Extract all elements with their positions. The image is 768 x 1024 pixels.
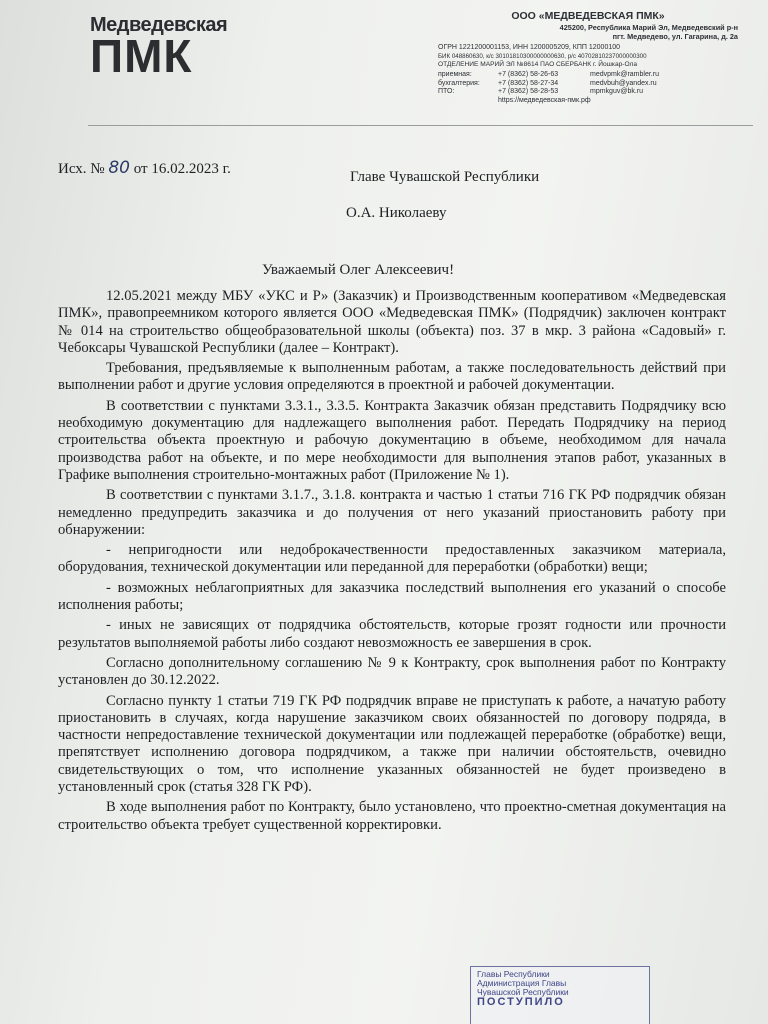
contact-label: приемная: <box>438 70 472 78</box>
paragraph: Согласно дополнительному соглашению № 9 к Контракту, срок выполнения работ по Контракту установлен до 30.12.2022. <box>58 654 726 689</box>
contact-phone: +7 (8362) 58-28-53 <box>498 88 559 96</box>
letterhead-address-2: пгт. Медведево, ул. Гагарина, д. 2а <box>612 31 738 41</box>
paragraph: В соответствии с пунктами 3.3.1., 3.3.5. Контракта Заказчик обязан представить Подрядчику всю необходимую документацию для надлежащего выполнения работ. Передать Подрядчику на период строительства объекта проектную и рабочую документацию в объеме, необходимом для начала производства работ на объекте, и по мере необходимости для выполнения этапов работ, указанных в Графике выполнения строительно-монтажных работ (Приложение № 1). <box>58 397 726 483</box>
header-divider <box>88 125 753 126</box>
contact-phone: +7 (8362) 58-27-34 <box>498 79 559 87</box>
paragraph: В соответствии с пунктами 3.1.7., 3.1.8. контракта и частью 1 статьи 716 ГК РФ подрядчик обязан немедленно предупредить заказчика и до получения от него указаний приостановить работу при обнаружении: <box>58 487 726 538</box>
addressee-title: Главе Чувашской Республики <box>350 169 540 185</box>
paragraph: Требования, предъявляемые к выполненным работам, а также последовательность действий при выполнении работ и другие условия определяются в проектной и рабочей документации. <box>58 360 726 394</box>
contact-phone: +7 (8362) 58-26-63 <box>498 70 559 78</box>
letterhead-website[interactable]: https://медведевская-пмк.рф <box>498 96 591 104</box>
paragraph: В ходе выполнения работ по Контракту, было установлено, что проектно-сметная документация на строительство объекта требует существенной корректировки. <box>58 799 726 833</box>
stamp-line: Администрация Главы <box>477 978 567 988</box>
letterhead-ids: ОГРН 1221200001153, ИНН 1200005209, КПП 12000100 <box>438 44 621 52</box>
contact-email[interactable]: medvbuh@yandex.ru <box>590 79 657 87</box>
contact-email[interactable]: mpmkguv@bk.ru <box>590 88 644 96</box>
contact-label: бухгалтерия: <box>438 79 480 87</box>
outgoing-date: от 16.02.2023 г. <box>133 161 231 177</box>
receipt-stamp <box>470 966 650 1024</box>
list-item: - возможных неблагоприятных для заказчика последствий выполнения его указаний о способе исполнения работы; <box>58 579 726 614</box>
paragraph: Согласно пункту 1 статьи 719 ГК РФ подрядчик вправе не приступать к работе, а начатую работу приостановить в случаях, когда нарушение заказчиком своих обязанностей по договору подряда, в частности непредоставление технической документации или подлежащей переработке (обработке) вещи, препятствует исполнению договора подрядчиком, а также при наличии обстоятельств, очевидно свидетельствующих о том, что исполнение указанных обязанностей не будет произведено в установленный срок (статья 328 ГК РФ). <box>58 692 726 796</box>
outgoing-number: 80 <box>108 158 130 178</box>
stamp-line: Чувашской Республики <box>477 987 569 997</box>
outgoing-prefix: Исх. № <box>58 161 105 177</box>
list-item: - иных не зависящих от подрядчика обстоятельств, которые грозят годности или прочности результатов выполняемой работы либо создают невозможность ее завершения в срок. <box>58 617 726 651</box>
contact-label: ПТО: <box>438 88 455 96</box>
outgoing-reference <box>58 158 231 178</box>
company-logo <box>90 14 275 82</box>
stamp-line: Главы Республики <box>477 969 550 979</box>
logo-line-2: ПМК <box>90 30 193 82</box>
logo-line-1: Медведевская <box>90 14 228 36</box>
letter-body <box>58 288 726 837</box>
greeting: Уважаемый Олег Алексеевич! <box>262 262 455 278</box>
letterhead-address-1: 425200, Республика Марий Эл, Медведевский р-н <box>559 23 738 32</box>
letterhead-bik: БИК 048860630, к/с 30101810300000000630, р/с 40702810237000000300 <box>438 52 647 60</box>
contact-email[interactable]: medvpmk@rambler.ru <box>590 70 659 78</box>
letterhead-details <box>438 10 738 105</box>
letterhead-contacts <box>438 71 738 97</box>
letterhead-bank: ОТДЕЛЕНИЕ МАРИЙ ЭЛ №8614 ПАО СБЕРБАНК г. Йошкар-Ола <box>438 61 638 69</box>
paragraph: 12.05.2021 между МБУ «УКС и Р» (Заказчик) и Производственным кооперативом «Медведевская ПМК», правопреемником которого является ООО «Медведевская ПМК» (Подрядчик) заключен контракт № 014 на строительство общеобразовательной школы (объекта) поз. 37 в мкр. 3 района «Садовый» г. Чебоксары Чувашской Республики (далее – Контракт). <box>58 288 726 356</box>
list-item: - непригодности или недоброкачественности предоставленных заказчиком материала, оборудования, технической документации или переданной для переработки (обработки) вещи; <box>58 542 726 576</box>
letterhead-org: ООО «МЕДВЕДЕВСКАЯ ПМК» <box>511 10 665 22</box>
addressee-name: О.А. Николаеву <box>346 205 447 221</box>
stamp-received: ПОСТУПИЛО <box>477 996 565 1008</box>
